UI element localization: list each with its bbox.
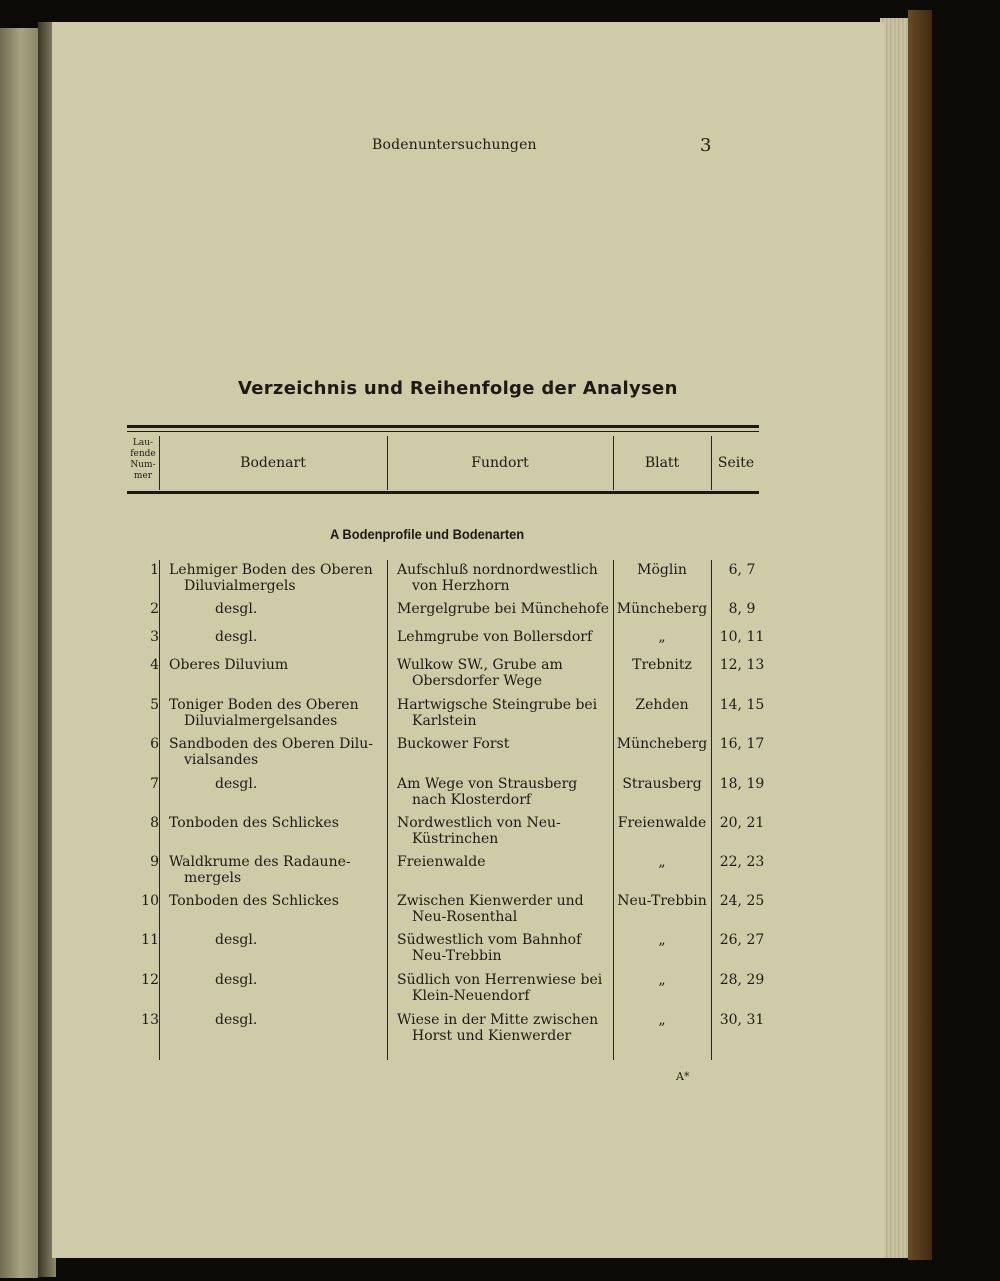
fundort-line: Zwischen Kienwerder und	[397, 893, 584, 909]
seite-cell: 10, 11	[719, 629, 765, 645]
blatt-cell: „	[658, 629, 666, 645]
header-num-line: fende	[130, 449, 156, 459]
fundort-line: Wulkow SW., Grube am	[397, 657, 563, 673]
bodenart-line: Tonboden des Schlickes	[169, 893, 339, 909]
fundort-line: Südlich von Herrenwiese bei	[397, 972, 603, 988]
fundort-line: von Herzhorn	[412, 578, 510, 594]
fundort-cell	[397, 697, 609, 729]
blatt-cell: Strausberg	[622, 776, 702, 792]
bodenart-line: mergels	[184, 870, 242, 886]
bodenart-line: Toniger Boden des Oberen	[169, 697, 359, 713]
row-number: 10	[141, 893, 159, 909]
row-number: 9	[150, 854, 159, 870]
seite-cell: 30, 31	[719, 1012, 765, 1028]
bodenart-cell	[215, 776, 427, 792]
blatt-cell: Trebnitz	[632, 657, 692, 673]
bodenart-line: desgl.	[215, 629, 258, 645]
seite-cell: 14, 15	[719, 697, 765, 713]
fundort-line: Neu-Trebbin	[412, 948, 502, 964]
blatt-cell: Müncheberg	[616, 601, 708, 617]
fundort-line: Freienwalde	[397, 854, 486, 870]
fundort-line: Klein-Neuendorf	[412, 988, 530, 1004]
bodenart-cell	[169, 815, 381, 831]
row-number: 4	[150, 657, 159, 673]
fundort-cell	[397, 776, 609, 808]
column-divider	[711, 560, 712, 1060]
row-number: 11	[141, 932, 159, 948]
seite-cell: 18, 19	[719, 776, 765, 792]
fundort-line: Aufschluß nordnordwestlich	[397, 562, 598, 578]
bodenart-cell	[215, 972, 427, 988]
fundort-cell	[397, 815, 609, 847]
blatt-cell: „	[658, 854, 666, 870]
row-number: 5	[150, 697, 159, 713]
seite-cell: 24, 25	[719, 893, 765, 909]
fundort-cell	[397, 972, 609, 1004]
row-number: 8	[150, 815, 159, 831]
header-num-line: Lau-	[132, 438, 154, 448]
header-blatt: Blatt	[644, 455, 680, 471]
fundort-cell	[397, 657, 609, 689]
seite-cell: 16, 17	[719, 736, 765, 752]
bodenart-line: Sandboden des Oberen Dilu-	[169, 736, 373, 752]
bodenart-cell	[169, 697, 381, 729]
table-header-rule	[127, 491, 759, 494]
row-number: 6	[150, 736, 159, 752]
seite-cell: 26, 27	[719, 932, 765, 948]
fundort-line: Am Wege von Strausberg	[397, 776, 578, 792]
fundort-cell	[397, 854, 609, 870]
signature-mark: A*	[676, 1070, 690, 1083]
book-cover-edge	[908, 10, 932, 1260]
bodenart-line: Diluvialmergels	[184, 578, 296, 594]
fundort-line: Obersdorfer Wege	[412, 673, 543, 689]
header-laufende-nummer	[127, 438, 159, 482]
fundort-cell	[397, 736, 609, 752]
seite-cell: 20, 21	[719, 815, 765, 831]
header-num-line: mer	[133, 471, 153, 481]
fundort-cell	[397, 601, 609, 617]
row-number: 12	[141, 972, 159, 988]
fundort-line: Wiese in der Mitte zwischen	[397, 1012, 599, 1028]
bodenart-cell	[215, 629, 427, 645]
header-num-line: Num-	[130, 460, 156, 470]
bodenart-line: vialsandes	[184, 752, 259, 768]
blatt-cell: „	[658, 932, 666, 948]
section-title: A Bodenprofile und Bodenarten	[330, 526, 525, 542]
fundort-line: Lehmgrube von Bollersdorf	[397, 629, 593, 645]
bodenart-line: desgl.	[215, 932, 258, 948]
blatt-cell: Neu-Trebbin	[617, 893, 707, 909]
fundort-cell	[397, 1012, 609, 1044]
fundort-line: Horst und Kienwerder	[412, 1028, 572, 1044]
bodenart-cell	[215, 601, 427, 617]
bodenart-line: Tonboden des Schlickes	[169, 815, 339, 831]
fundort-cell	[397, 893, 609, 925]
bodenart-cell	[169, 562, 381, 594]
bodenart-cell	[169, 657, 381, 673]
row-number: 1	[150, 562, 159, 578]
row-number: 3	[150, 629, 159, 645]
bodenart-cell	[215, 932, 427, 948]
header-fundort: Fundort	[471, 455, 529, 471]
fundort-cell	[397, 562, 609, 594]
fundort-line: Karlstein	[412, 713, 477, 729]
bodenart-cell	[169, 854, 381, 886]
blatt-cell: „	[658, 1012, 666, 1028]
bodenart-line: desgl.	[215, 972, 258, 988]
table-top-rule	[127, 425, 759, 428]
bodenart-line: Diluvialmergelsandes	[184, 713, 338, 729]
page-title: Verzeichnis und Reihenfolge der Analysen	[238, 378, 678, 399]
page-number: 3	[700, 135, 712, 156]
row-number: 7	[150, 776, 159, 792]
bodenart-cell	[169, 736, 381, 768]
fundort-line: Neu-Rosenthal	[412, 909, 518, 925]
bodenart-line: Lehmiger Boden des Oberen	[169, 562, 373, 578]
seite-cell: 6, 7	[728, 562, 756, 578]
bodenart-line: desgl.	[215, 1012, 258, 1028]
bodenart-line: Waldkrume des Radaune-	[169, 854, 351, 870]
bodenart-cell	[169, 893, 381, 909]
fundort-line: Hartwigsche Steingrube bei	[397, 697, 598, 713]
running-header-title: Bodenuntersuchungen	[372, 137, 537, 153]
fundort-line: Mergelgrube bei Münchehofe	[397, 601, 610, 617]
blatt-cell: „	[658, 972, 666, 988]
fundort-line: Nordwestlich von Neu-	[397, 815, 561, 831]
blatt-cell: Möglin	[637, 562, 687, 578]
fundort-cell	[397, 932, 609, 964]
seite-cell: 28, 29	[719, 972, 765, 988]
seite-cell: 22, 23	[719, 854, 765, 870]
fundort-line: Küstrinchen	[412, 831, 499, 847]
bodenart-cell	[215, 1012, 427, 1028]
blatt-cell: Freienwalde	[617, 815, 707, 831]
fundort-line: Buckower Forst	[397, 736, 510, 752]
facing-page-edge	[0, 28, 38, 1278]
fundort-line: Südwestlich vom Bahnhof	[397, 932, 582, 948]
bodenart-line: desgl.	[215, 776, 258, 792]
blatt-cell: Müncheberg	[616, 736, 708, 752]
row-number: 2	[150, 601, 159, 617]
fundort-cell	[397, 629, 609, 645]
column-divider	[159, 560, 160, 1060]
bodenart-line: Oberes Diluvium	[169, 657, 289, 673]
fundort-line: nach Klosterdorf	[412, 792, 532, 808]
header-bodenart: Bodenart	[240, 455, 306, 471]
seite-cell: 8, 9	[728, 601, 756, 617]
blatt-cell: Zehden	[635, 697, 689, 713]
bodenart-line: desgl.	[215, 601, 258, 617]
header-seite: Seite	[717, 455, 755, 471]
row-number: 13	[141, 1012, 159, 1028]
seite-cell: 12, 13	[719, 657, 765, 673]
table-top-rule-thin	[127, 431, 759, 432]
page-edges	[880, 18, 910, 1258]
